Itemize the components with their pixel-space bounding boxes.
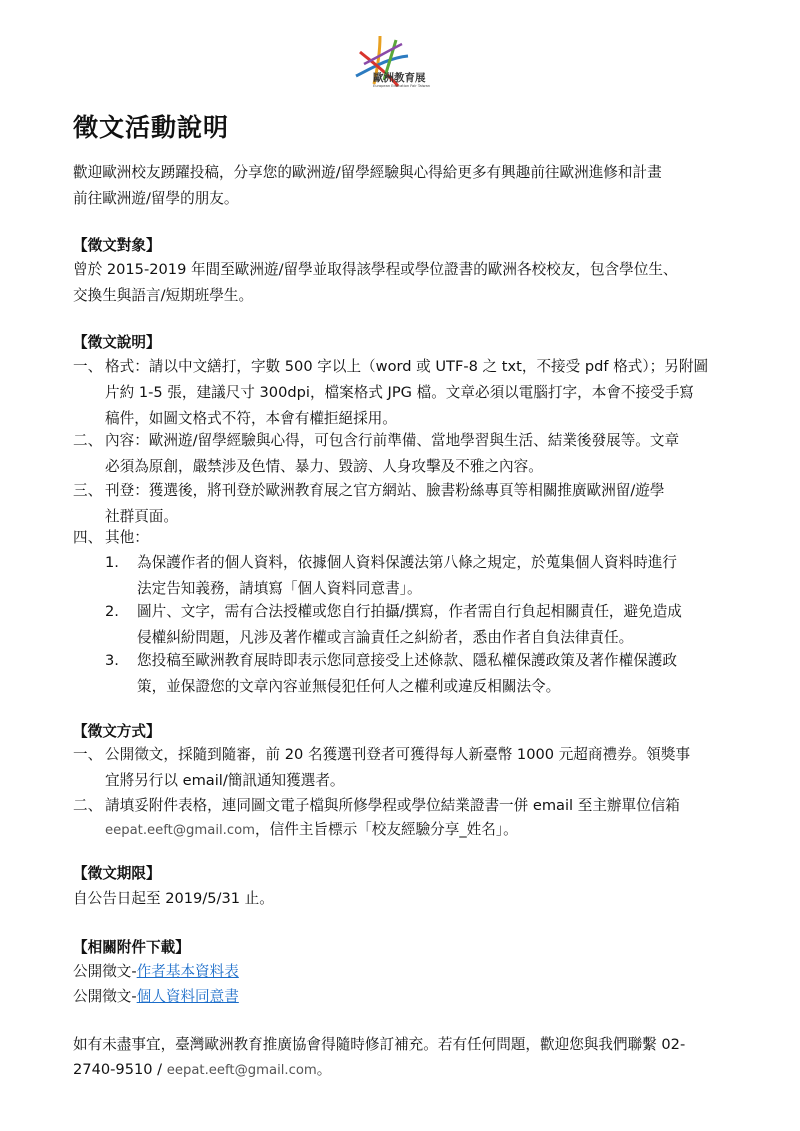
method-item-2-line [105,817,518,844]
target-line: 曾於 2015-2019 年間至歐洲遊/留學並取得該學程或學位證書的歐洲各校校友，包含學位生、 [73,261,678,278]
page-title: 徵文活動說明 [73,113,230,142]
desc-sub-1-line: 法定告知義務，請填寫「個人資料同意書」。 [137,580,422,597]
sub-list-number: 2. [105,603,119,620]
intro-line: 前往歐洲遊/留學的朋友。 [73,190,239,207]
section-heading-target: 【徵文對象】 [73,237,161,254]
list-number: 一、 [73,358,103,375]
method-item-1-line: 公開徵文，採隨到隨審，前 20 名獲選刊登者可獲得每人新臺幣 1000 元超商禮券。領獎事 [105,746,691,763]
desc-item-3-line: 刊登：獲選後，將刊登於歐洲教育展之官方網站、臉書粉絲專頁等相關推廣歐洲留/遊學 [105,482,665,499]
logo-subtext: European Education Fair Taiwan [373,84,431,88]
intro-paragraph [73,160,733,212]
logo-text: 歐洲教育展 [373,72,426,84]
desc-sub-2-line: 侵權糾紛問題，凡涉及著作權或言論責任之糾紛者，悉由作者自負法律責任。 [137,629,634,646]
footer-phone: 2740-9510 / [73,1061,167,1078]
download-item [73,984,239,1010]
desc-item-1-line: 片約 1-5 張，建議尺寸 300dpi，檔案格式 JPG 檔。文章必須以電腦打字，本會不接受手寫 [105,384,694,401]
sub-list-number: 1. [105,554,119,571]
list-number: 二、 [73,797,103,814]
footer-email-link[interactable]: eepat.eeft@gmail.com [166,1063,317,1078]
footer-line: 如有未盡事宜，臺灣歐洲教育推廣協會得隨時修訂補充。若有任何問題，歡迎您與我們聯繫 02- [73,1036,686,1053]
desc-sub-1-line: 為保護作者的個人資料，依據個人資料保護法第八條之規定，於蒐集個人資料時進行 [137,554,677,571]
list-number: 四、 [73,529,103,546]
target-paragraph [73,257,733,309]
logo [350,34,460,90]
desc-item-4-label: 其他： [105,529,149,546]
section-heading-method: 【徵文方式】 [73,723,161,740]
method-item-1-line: 宜將另行以 email/簡訊通知獲選者。 [105,772,345,789]
footer-end: 。 [316,1061,332,1078]
period-text: 自公告日起至 2019/5/31 止。 [73,890,274,907]
section-heading-downloads: 【相關附件下載】 [73,939,190,956]
target-line: 交換生與語言/短期班學生。 [73,287,254,304]
intro-line: 歡迎歐洲校友踴躍投稿，分享您的歐洲遊/留學經驗與心得給更多有興趣前往歐洲進修和計畫 [73,164,662,181]
email-link[interactable]: eepat.eeft@gmail.com [105,823,256,838]
download-link-author-info[interactable]: 作者基本資料表 [136,963,239,980]
section-heading-period: 【徵文期限】 [73,865,161,882]
desc-item-1-line: 格式：請以中文繕打，字數 500 字以上（word 或 UTF-8 之 txt，不接受 pdf 格式）；另附圖 [105,358,709,375]
list-number: 一、 [73,746,103,763]
footer-line [73,1057,331,1084]
sub-list-number: 3. [105,652,119,669]
desc-sub-3-line: 您投稿至歐洲教育展時即表示您同意接受上述條款、隱私權保護政策及著作權保護政 [137,652,677,669]
desc-sub-3-line: 策，並保證您的文章內容並無侵犯任何人之權利或違反相關法令。 [137,678,561,695]
desc-item-2-line: 必須為原創，嚴禁涉及色情、暴力、毀謗、人身攻擊及不雅之內容。 [105,458,543,475]
section-heading-desc: 【徵文說明】 [73,334,161,351]
desc-sub-2-line: 圖片、文字，需有合法授權或您自行拍攝/撰寫，作者需自行負起相關責任，避免造成 [137,603,682,620]
download-prefix: 公開徵文- [73,963,137,980]
download-item [73,959,239,985]
list-number: 二、 [73,432,103,449]
desc-item-1-line: 稿件，如圖文格式不符，本會有權拒絕採用。 [105,410,397,427]
method-item-2-line: 請填妥附件表格，連同圖文電子檔與所修學程或學位結業證書一併 email 至主辦單位信箱 [105,797,680,814]
download-prefix: 公開徵文- [73,988,137,1005]
desc-item-2-line: 內容：歐洲遊/留學經驗與心得，可包含行前準備、當地學習與生活、結業後發展等。文章 [105,432,680,449]
list-number: 三、 [73,482,103,499]
desc-item-3-line: 社群頁面。 [105,508,178,525]
method-item-2-rest: ，信件主旨標示「校友經驗分享_姓名」。 [255,821,518,838]
download-link-consent-form[interactable]: 個人資料同意書 [136,988,239,1005]
